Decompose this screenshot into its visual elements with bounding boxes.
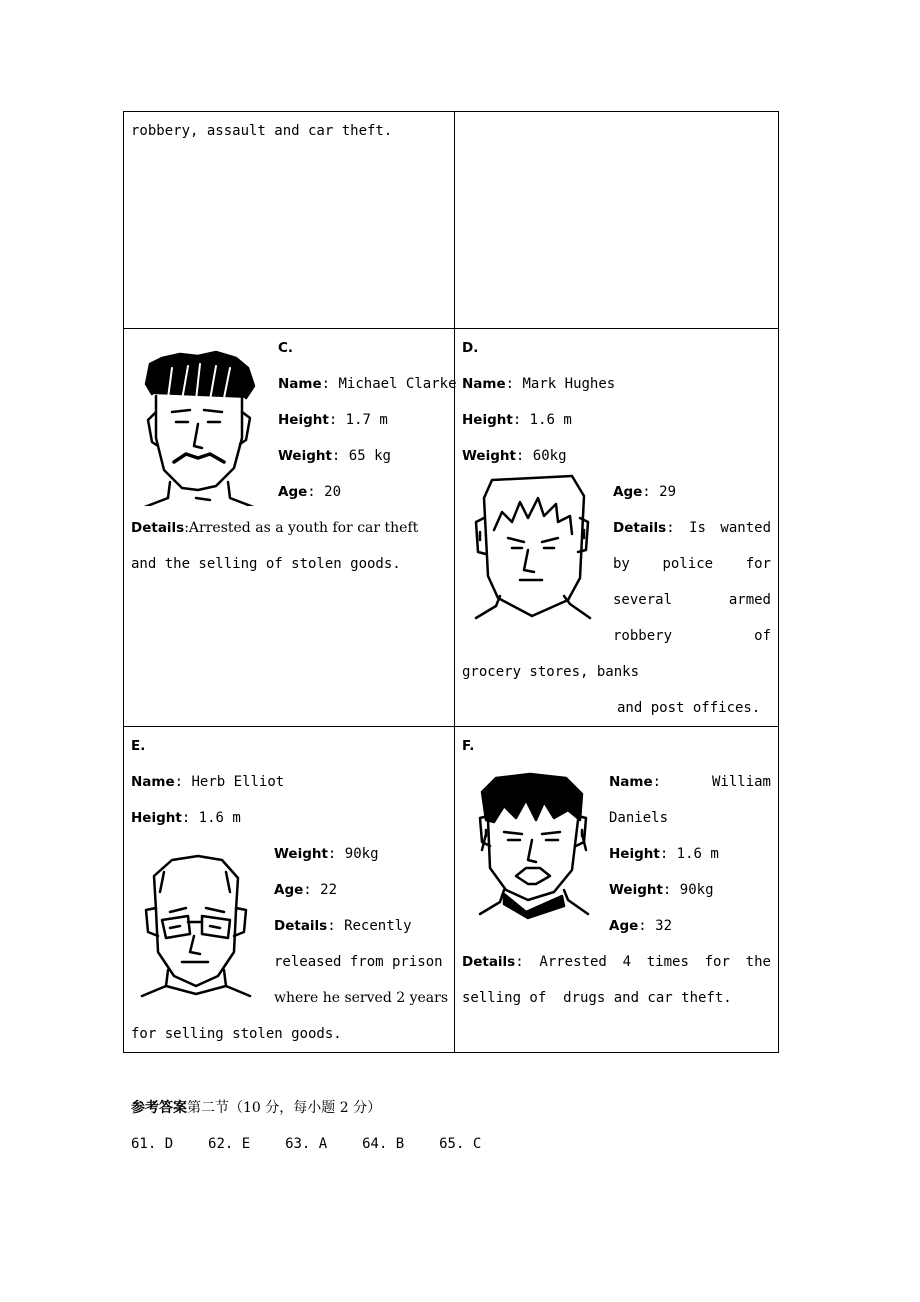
cell-a-details-tail: robbery, assault and car theft. bbox=[131, 123, 393, 139]
answer-item: 61. D bbox=[131, 1136, 174, 1152]
suspect-f-name-line2: Daniels bbox=[609, 810, 669, 826]
suspect-c-weight: Weight: 65 kg bbox=[278, 448, 391, 464]
answer-item: 64. B bbox=[362, 1136, 405, 1152]
suspect-c-age: Age: 20 bbox=[278, 484, 341, 500]
suspect-d-letter: D. bbox=[462, 340, 479, 356]
answer-list bbox=[131, 1135, 481, 1153]
suspect-e-name: Name: Herb Elliot bbox=[131, 774, 285, 790]
suspect-d-details: Details: Is wanted bbox=[613, 520, 771, 536]
suspect-d-weight: Weight: 60kg bbox=[462, 448, 567, 464]
suspect-f-portrait bbox=[474, 772, 592, 920]
suspect-f-details-line2: selling of drugs and car theft. bbox=[462, 990, 732, 1006]
table-row-divider bbox=[123, 328, 779, 329]
suspect-c-portrait bbox=[138, 350, 260, 506]
suspect-d-details-line2: by police for bbox=[613, 556, 771, 572]
answer-item: 63. A bbox=[285, 1136, 328, 1152]
suspect-c-details: Details:Arrested as a youth for car theft bbox=[131, 520, 419, 536]
suspect-d-name: Name: Mark Hughes bbox=[462, 376, 616, 392]
suspect-f-name: Name: William bbox=[609, 774, 771, 790]
suspect-e-details: Details: Recently bbox=[274, 918, 412, 934]
suspect-e-weight: Weight: 90kg bbox=[274, 846, 379, 862]
table-row-divider bbox=[123, 726, 779, 727]
suspect-e-height: Height: 1.6 m bbox=[131, 810, 241, 826]
suspect-d-age: Age: 29 bbox=[613, 484, 676, 500]
suspect-e-details-line2: released from prison bbox=[274, 954, 443, 970]
suspect-d-height: Height: 1.6 m bbox=[462, 412, 572, 428]
suspect-f-age: Age: 32 bbox=[609, 918, 672, 934]
suspect-e-details-line3: where he served 2 years bbox=[274, 990, 449, 1006]
suspect-f-height: Height: 1.6 m bbox=[609, 846, 719, 862]
table-column-divider bbox=[454, 111, 455, 1053]
suspect-f-letter: F. bbox=[462, 738, 475, 754]
answer-item: 65. C bbox=[439, 1136, 482, 1152]
answer-heading: 参考答案第二节（10 分，每小题 2 分） bbox=[131, 1100, 382, 1116]
suspect-e-portrait bbox=[136, 852, 256, 1002]
suspect-c-letter: C. bbox=[278, 340, 294, 356]
suspect-f-details: Details: Arrested 4 times for the bbox=[462, 954, 771, 970]
suspect-d-details-line6: and post offices. bbox=[617, 700, 761, 716]
suspect-e-details-line4: for selling stolen goods. bbox=[131, 1026, 342, 1042]
suspect-d-portrait bbox=[472, 472, 594, 622]
suspect-e-age: Age: 22 bbox=[274, 882, 337, 898]
answer-item: 62. E bbox=[208, 1136, 251, 1152]
suspect-c-name: Name: Michael Clarke bbox=[278, 376, 457, 392]
suspect-d-details-line4: robbery of bbox=[613, 628, 771, 644]
suspect-d-details-line5: grocery stores, banks bbox=[462, 664, 640, 680]
suspect-e-letter: E. bbox=[131, 738, 146, 754]
suspect-d-details-line3: several armed bbox=[613, 592, 771, 608]
suspect-c-height: Height: 1.7 m bbox=[278, 412, 388, 428]
suspect-c-details-line2: and the selling of stolen goods. bbox=[131, 556, 401, 572]
suspect-f-weight: Weight: 90kg bbox=[609, 882, 714, 898]
